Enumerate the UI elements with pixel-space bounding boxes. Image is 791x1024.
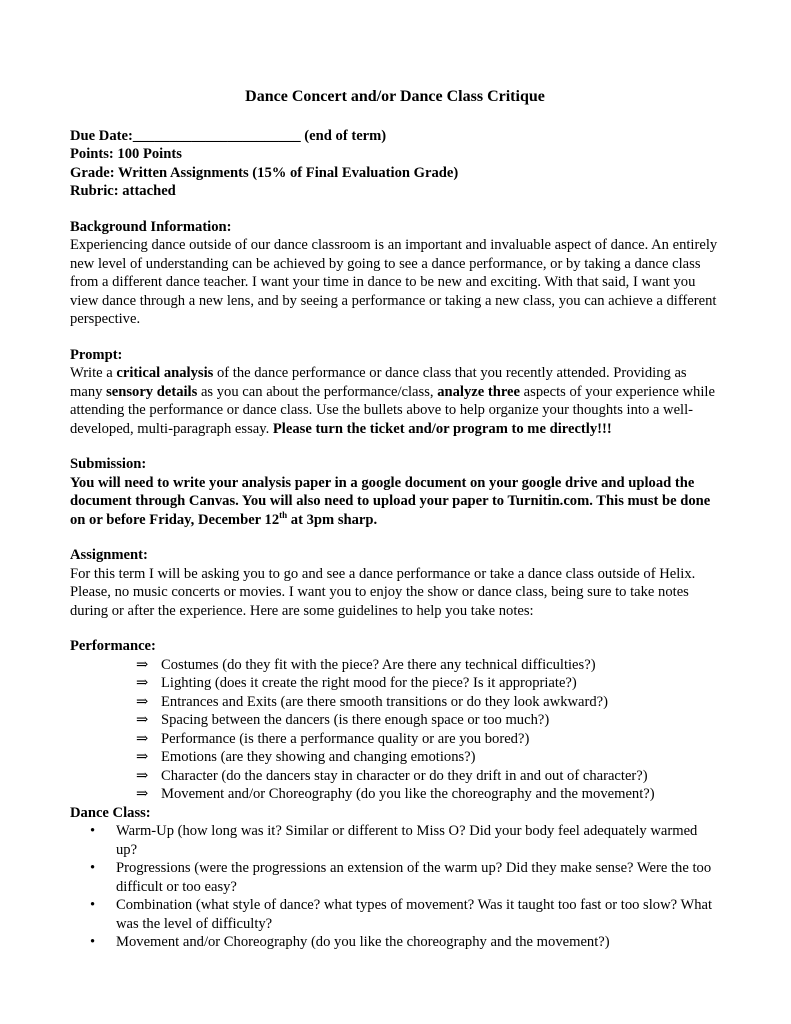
- rubric-line: Rubric: attached: [70, 183, 176, 199]
- dance-class-item-text: Progressions (were the progressions an extension of the warm up? Did they make sense? Were the too difficult or too easy?: [116, 860, 712, 895]
- background-section: [70, 218, 720, 329]
- list-item: [136, 674, 720, 693]
- list-item: [90, 896, 720, 933]
- performance-section: [70, 637, 720, 804]
- performance-item-text: Character (do the dancers stay in character or do they drift in and out of character?): [161, 767, 648, 784]
- list-item: [90, 822, 720, 859]
- arrow-bullet-icon: ⇒: [136, 693, 149, 710]
- bullet-dot-icon: •: [90, 897, 96, 913]
- dance-class-section: [70, 804, 720, 952]
- grade-line: Grade: Written Assignments (15% of Final Evaluation Grade): [70, 164, 459, 181]
- assignment-text: For this term I will be asking you to go and see a dance performance or take a dance class outside of Helix. Please, no music concerts or movies. I want you to enjoy the show or dance class, being sure to take notes during or after the experience. Here are some guidelines to help you take notes:: [70, 565, 696, 619]
- arrow-bullet-icon: ⇒: [136, 749, 149, 765]
- prompt-section: [70, 346, 720, 439]
- list-item: [136, 693, 720, 712]
- list-item: [136, 767, 720, 786]
- assignment-heading: Assignment:: [70, 547, 148, 563]
- background-heading: Background Information:: [70, 218, 232, 235]
- dance-class-item-text: Combination (what style of dance? what types of movement? Was it taught too fast or too slow? What was the level of difficulty?: [116, 897, 713, 932]
- prompt-text-2: of the dance performance or dance class that you recently attended. Providing as many: [70, 365, 687, 400]
- list-item: [90, 933, 720, 952]
- dance-class-item-text: Warm-Up (how long was it? Similar or different to Miss O? Did your body feel adequately warmed up?: [116, 823, 698, 858]
- due-date-label: Due Date:: [70, 127, 133, 144]
- submission-text: [70, 474, 720, 530]
- prompt-text: [70, 364, 720, 438]
- submission-date-ordinal: th: [279, 509, 288, 520]
- performance-list: [70, 656, 720, 804]
- prompt-emphasis-analyze-three: analyze three: [437, 383, 521, 400]
- prompt-text-3: as you can about the performance/class,: [197, 383, 438, 400]
- list-item: [90, 859, 720, 896]
- performance-item-text: Entrances and Exits (are there smooth transitions or do they look awkward?): [161, 693, 609, 710]
- performance-heading: Performance:: [70, 638, 156, 654]
- prompt-emphasis-ticket-instruction: Please turn the ticket and/or program to me directly!!!: [272, 420, 612, 437]
- performance-item-text: Emotions (are they showing and changing emotions?): [161, 749, 476, 765]
- prompt-text-4: aspects of your experience while attending the performance or dance class. Use the bullets above to help organize your thoughts into a well-developed, multi-paragraph essay.: [70, 383, 715, 437]
- performance-item-text: Performance (is there a performance quality or are you bored?): [161, 730, 530, 747]
- arrow-bullet-icon: ⇒: [136, 767, 149, 784]
- arrow-bullet-icon: ⇒: [136, 786, 149, 802]
- list-item: [136, 656, 720, 675]
- prompt-heading: Prompt:: [70, 346, 123, 363]
- due-date-line: [70, 127, 720, 146]
- performance-item-text: Movement and/or Choreography (do you like the choreography and the movement?): [161, 786, 655, 802]
- performance-item-text: Costumes (do they fit with the piece? Are there any technical difficulties?): [161, 656, 596, 673]
- submission-text-main: You will need to write your analysis paper in a google document on your google drive and upload the document through Canvas. You will also need to upload your paper to Turnitin.com. This must be done on or before Friday, December 12: [70, 474, 711, 528]
- dance-class-item-text: Movement and/or Choreography (do you like the choreography and the movement?): [116, 934, 610, 950]
- list-item: [136, 730, 720, 749]
- prompt-text-1: Write a: [70, 365, 117, 381]
- points-line: Points: 100 Points: [70, 146, 182, 162]
- prompt-emphasis-sensory-details: sensory details: [106, 383, 198, 400]
- dance-class-heading: Dance Class:: [70, 804, 151, 821]
- assignment-meta: [70, 127, 720, 201]
- arrow-bullet-icon: ⇒: [136, 712, 149, 728]
- submission-text-time: at 3pm sharp.: [287, 511, 378, 528]
- submission-heading: Submission:: [70, 456, 147, 472]
- document-page: [70, 88, 720, 952]
- due-date-blank: _______________________: [132, 127, 301, 144]
- background-text: Experiencing dance outside of our dance classroom is an important and invaluable aspect of dance. An entirely new level of understanding can be achieved by going to see a dance performance, or by taking a dance class from a different dance teacher. I want your time in dance to be new and exciting. With that said, I want you view dance through a new lens, and by seeing a performance or taking a new class, you can achieve a different perspective.: [70, 237, 718, 327]
- bullet-dot-icon: •: [90, 823, 96, 839]
- performance-item-text: Lighting (does it create the right mood for the piece? Is it appropriate?): [161, 675, 577, 691]
- list-item: [136, 711, 720, 730]
- list-item: [136, 748, 720, 767]
- bullet-dot-icon: •: [90, 860, 96, 876]
- due-date-suffix: (end of term): [300, 127, 387, 144]
- dance-class-list: [70, 822, 720, 952]
- performance-item-text: Spacing between the dancers (is there enough space or too much?): [161, 712, 550, 728]
- list-item: [136, 785, 720, 804]
- document-title: Dance Concert and/or Dance Class Critique: [245, 88, 545, 105]
- assignment-section: [70, 546, 720, 620]
- arrow-bullet-icon: ⇒: [136, 675, 149, 691]
- arrow-bullet-icon: ⇒: [136, 730, 149, 747]
- submission-section: [70, 455, 720, 529]
- bullet-dot-icon: •: [90, 934, 96, 950]
- arrow-bullet-icon: ⇒: [136, 656, 149, 673]
- prompt-emphasis-critical-analysis: critical analysis: [116, 365, 214, 381]
